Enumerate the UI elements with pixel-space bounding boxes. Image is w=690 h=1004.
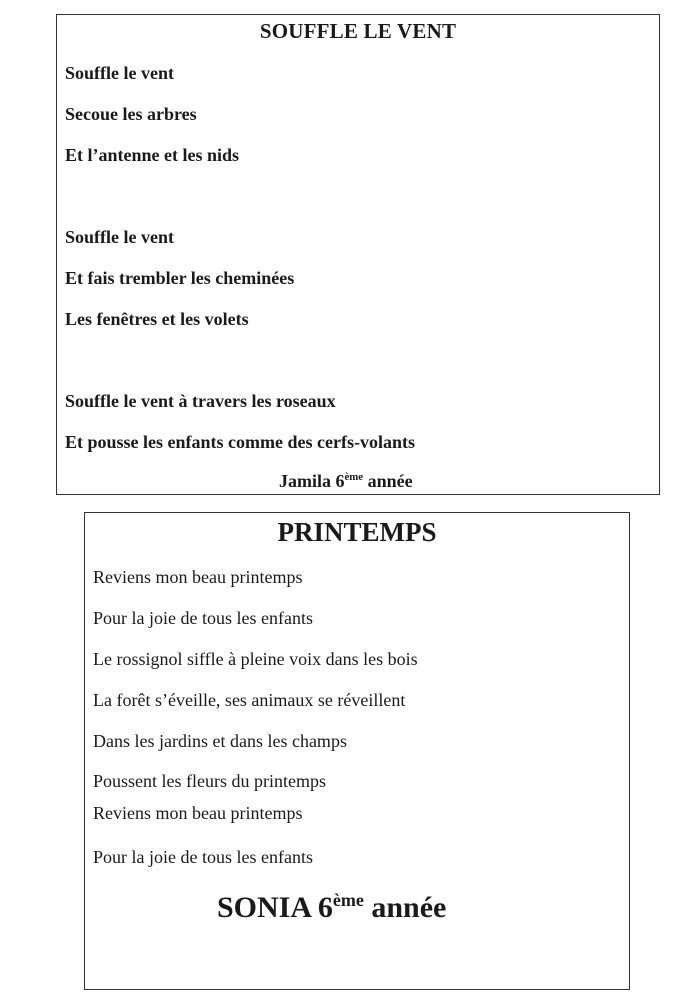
poem-title: PRINTEMPS — [277, 517, 437, 547]
signature-class: année — [363, 891, 447, 924]
poem-line: Secoue les arbres — [65, 104, 197, 124]
poem-line: Pour la joie de tous les enfants — [93, 847, 313, 867]
poem-line: Souffle le vent à travers les roseaux — [65, 391, 336, 411]
poem-line: Et fais trembler les cheminées — [65, 268, 295, 288]
poem-line: Reviens mon beau printemps — [93, 803, 303, 823]
poem-signature — [279, 471, 413, 492]
poem-signature — [217, 891, 446, 925]
signature-ordinal: ème — [344, 471, 364, 483]
poem-line: Souffle le vent — [65, 227, 174, 247]
poem-line: Poussent les fleurs du printemps — [93, 771, 326, 791]
poem-line: Dans les jardins et dans les champs — [93, 731, 347, 751]
signature-class: année — [363, 471, 413, 491]
signature-ordinal: ème — [332, 890, 364, 910]
poem-line: Et l’antenne et les nids — [65, 145, 240, 165]
poem-line: La forêt s’éveille, ses animaux se réveillent — [93, 690, 406, 710]
signature-name: SONIA 6 — [217, 891, 333, 924]
poem-line: Les fenêtres et les volets — [65, 309, 249, 329]
poem-line: Et pousse les enfants comme des cerfs-volants — [65, 432, 415, 452]
poem-title: SOUFFLE LE VENT — [259, 19, 457, 43]
poem-line: Souffle le vent — [65, 63, 174, 83]
signature-name: Jamila 6 — [279, 471, 345, 491]
poem-box-souffle-le-vent — [56, 14, 660, 495]
poem-line: Le rossignol siffle à pleine voix dans les bois — [93, 649, 418, 669]
poem-line: Reviens mon beau printemps — [93, 567, 303, 587]
poem-box-printemps — [84, 512, 630, 990]
poem-line: Pour la joie de tous les enfants — [93, 608, 313, 628]
